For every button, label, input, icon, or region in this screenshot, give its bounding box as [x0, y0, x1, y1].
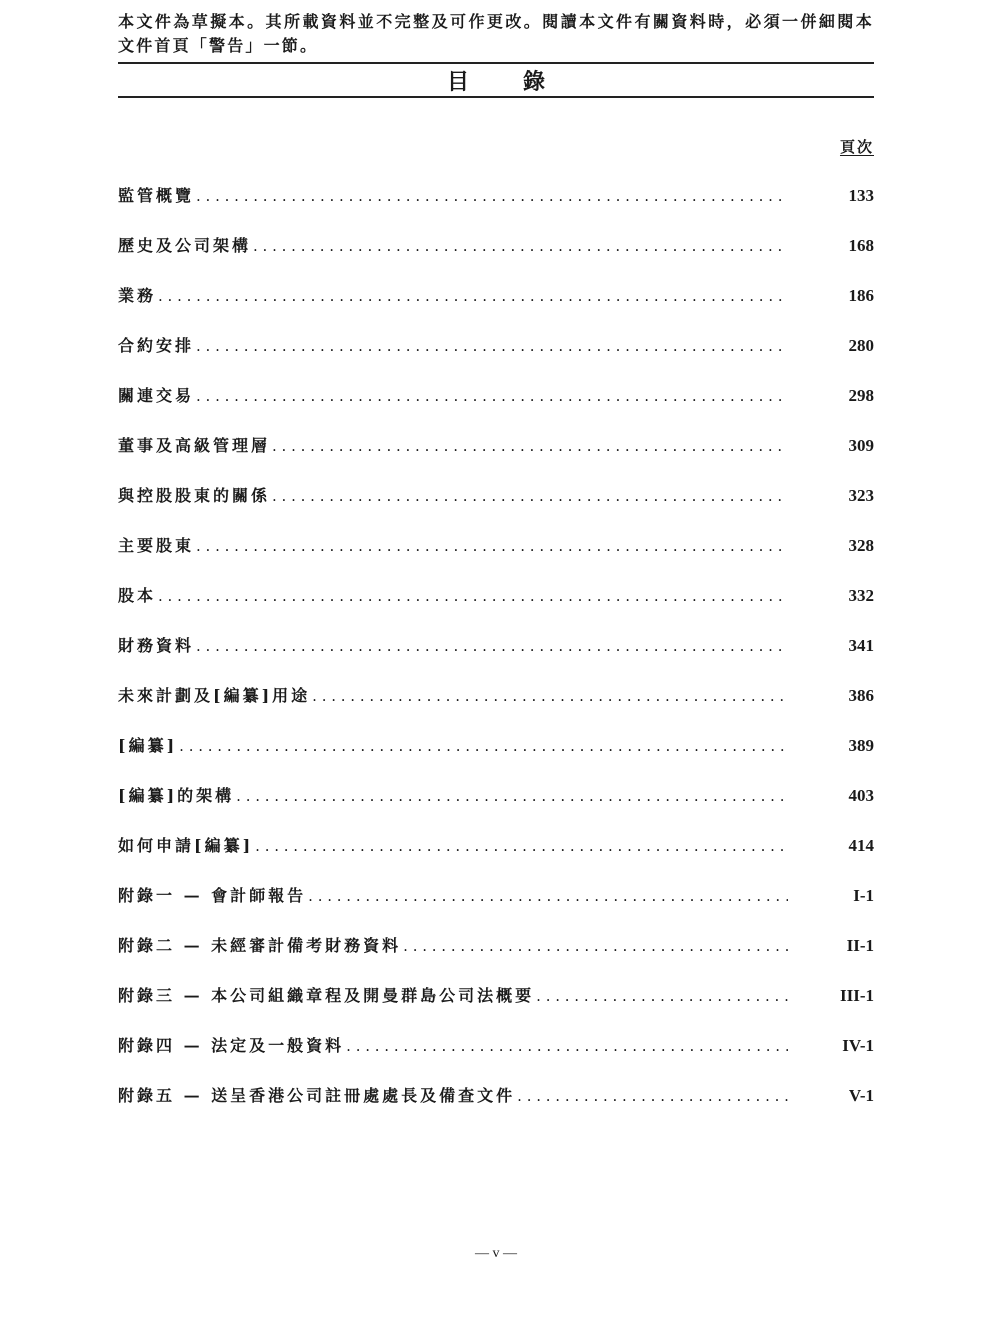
toc-entry-label: 股本: [118, 586, 157, 605]
toc-entry[interactable]: [118, 733, 874, 783]
toc-entry[interactable]: [118, 933, 874, 983]
toc-entry[interactable]: [118, 483, 874, 533]
toc-entry-page: IV-1: [842, 1036, 874, 1055]
toc-entry-page: 298: [848, 386, 874, 405]
toc-entry-page: 386: [848, 686, 874, 705]
toc-entry-page: 168: [848, 236, 874, 255]
toc-entry-label: [編纂]的架構: [118, 786, 235, 805]
toc-entry[interactable]: [118, 583, 874, 633]
dot-leader: [536, 987, 788, 1005]
toc-entry[interactable]: [118, 233, 874, 283]
dot-leader: [158, 287, 788, 305]
dot-leader: [517, 1087, 788, 1105]
toc-entry-label: 監管概覽: [118, 186, 195, 205]
page-number: — v —: [475, 1246, 517, 1261]
toc-entry-label: 業務: [118, 286, 157, 305]
page-title-char-2: 錄: [523, 68, 546, 95]
toc-entry-label: 附錄五 — 送呈香港公司註冊處處長及備查文件: [118, 1086, 516, 1105]
toc-entry-page: 403: [848, 786, 874, 805]
toc-entry-page: III-1: [839, 986, 874, 1005]
dot-leader: [196, 537, 788, 555]
toc-entry-label: 財務資料: [118, 636, 195, 655]
toc-entry[interactable]: [118, 983, 874, 1033]
toc-entry-label: 附錄三 — 本公司組織章程及開曼群島公司法概要: [118, 986, 535, 1005]
toc-entry-page: 280: [848, 336, 874, 355]
dot-leader: [272, 437, 788, 455]
toc-entry[interactable]: [118, 633, 874, 683]
toc-entry-label: 如何申請[編纂]: [118, 836, 254, 855]
toc-entry-page: 332: [848, 586, 874, 605]
document-page: [118, 0, 874, 1133]
dot-leader: [196, 637, 788, 655]
draft-warning-text: 本文件為草擬本。其所載資料並不完整及可作更改。閱讀本文件有關資料時，必須一併細閱本文件首頁「警告」一節。: [118, 12, 874, 55]
dot-leader: [253, 237, 788, 255]
dot-leader: [403, 937, 788, 955]
toc-entry-label: 附錄四 — 法定及一般資料: [118, 1036, 345, 1055]
toc-entry[interactable]: [118, 783, 874, 833]
dot-leader: [196, 337, 788, 355]
toc-entry-label: 附錄二 — 未經審計備考財務資料: [118, 936, 402, 955]
toc-entry[interactable]: [118, 383, 874, 433]
toc-entry[interactable]: [118, 1033, 874, 1083]
toc-entry-page: 414: [848, 836, 874, 855]
dot-leader: [346, 1037, 788, 1055]
toc-entry-label: 歷史及公司架構: [118, 236, 252, 255]
toc-entry-label: 附錄一 — 會計師報告: [118, 886, 307, 905]
toc-entry-label: 未來計劃及[編纂]用途: [118, 686, 311, 705]
toc-entry-page: 389: [848, 736, 874, 755]
toc-entry-label: [編纂]: [118, 736, 178, 755]
dot-leader: [236, 787, 788, 805]
page-title-char-1: 目: [446, 68, 469, 95]
toc-entry[interactable]: [118, 883, 874, 933]
toc-entry-page: 328: [848, 536, 874, 555]
toc-entry[interactable]: [118, 833, 874, 883]
toc-entry-label: 董事及高級管理層: [118, 436, 271, 455]
toc-entry-page: 309: [848, 436, 874, 455]
toc-entry-label: 主要股東: [118, 536, 195, 555]
toc-entry-label: 合約安排: [118, 336, 195, 355]
toc-entry-page: I-1: [853, 886, 874, 905]
dot-leader: [255, 837, 788, 855]
toc-entry[interactable]: [118, 533, 874, 583]
toc-entry[interactable]: [118, 1083, 874, 1133]
toc-entry[interactable]: [118, 683, 874, 733]
toc-entry-page: 341: [848, 636, 874, 655]
dot-leader: [196, 187, 788, 205]
toc-entry-page: 133: [848, 186, 874, 205]
page-column-header: [118, 136, 874, 157]
toc-entry[interactable]: [118, 283, 874, 333]
dot-leader: [179, 737, 788, 755]
dot-leader: [272, 487, 788, 505]
dot-leader: [312, 687, 788, 705]
table-of-contents: [118, 183, 874, 1133]
page-column-label: 頁次: [839, 138, 874, 156]
page-title: [118, 62, 874, 98]
toc-entry[interactable]: [118, 433, 874, 483]
dot-leader: [308, 887, 788, 905]
toc-entry[interactable]: [118, 333, 874, 383]
toc-entry-label: 關連交易: [118, 386, 195, 405]
toc-entry-page: 186: [848, 286, 874, 305]
toc-entry-page: V-1: [848, 1086, 874, 1105]
dot-leader: [196, 387, 788, 405]
toc-entry-page: II-1: [846, 936, 874, 955]
toc-entry[interactable]: [118, 183, 874, 233]
toc-entry-page: 323: [848, 486, 874, 505]
toc-entry-label: 與控股股東的關係: [118, 486, 271, 505]
dot-leader: [158, 587, 788, 605]
